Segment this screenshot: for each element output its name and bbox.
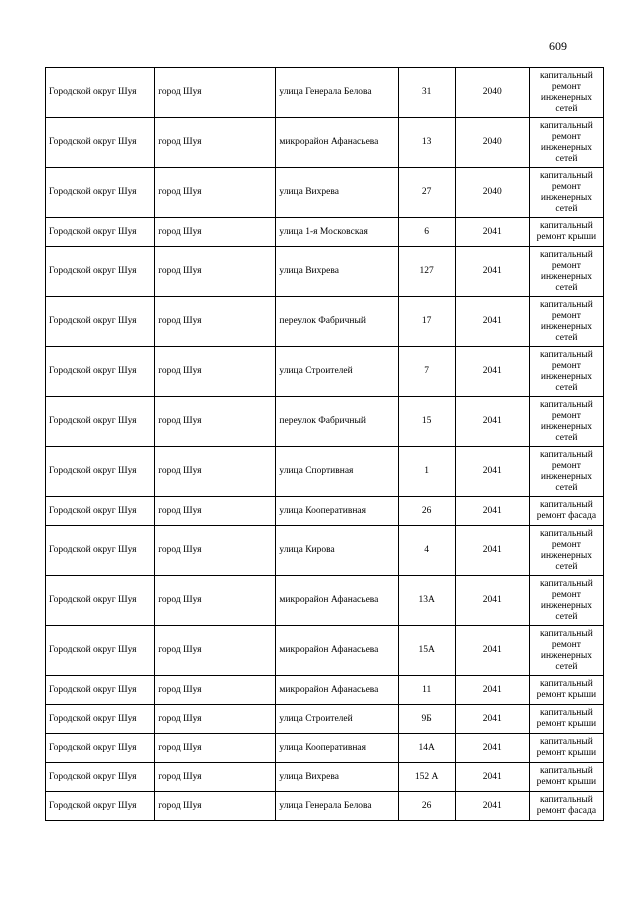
year-cell: 2041 xyxy=(455,397,529,447)
work-type-cell: капитальный ремонт инженерных сетей xyxy=(529,68,603,118)
table-row xyxy=(46,705,604,734)
street-cell: переулок Фабричный xyxy=(276,397,398,447)
street-cell: микрорайон Афанасьева xyxy=(276,676,398,705)
work-type-cell: капитальный ремонт инженерных сетей xyxy=(529,297,603,347)
district-cell: Городской округ Шуя xyxy=(46,218,155,247)
table-row xyxy=(46,347,604,397)
district-cell: Городской округ Шуя xyxy=(46,705,155,734)
town-cell: город Шуя xyxy=(155,218,276,247)
work-type-cell: капитальный ремонт фасада xyxy=(529,497,603,526)
town-cell: город Шуя xyxy=(155,68,276,118)
town-cell: город Шуя xyxy=(155,297,276,347)
house-number-cell: 27 xyxy=(398,168,455,218)
table-row xyxy=(46,792,604,821)
town-cell: город Шуя xyxy=(155,347,276,397)
street-cell: улица Кирова xyxy=(276,526,398,576)
work-type-cell: капитальный ремонт инженерных сетей xyxy=(529,526,603,576)
table-row xyxy=(46,526,604,576)
street-cell: улица Генерала Белова xyxy=(276,792,398,821)
street-cell: улица Строителей xyxy=(276,347,398,397)
house-number-cell: 9Б xyxy=(398,705,455,734)
district-cell: Городской округ Шуя xyxy=(46,447,155,497)
district-cell: Городской округ Шуя xyxy=(46,118,155,168)
year-cell: 2041 xyxy=(455,734,529,763)
street-cell: микрорайон Афанасьева xyxy=(276,118,398,168)
town-cell: город Шуя xyxy=(155,526,276,576)
work-type-cell: капитальный ремонт фасада xyxy=(529,792,603,821)
page-number: 609 xyxy=(549,39,567,53)
work-type-cell: капитальный ремонт инженерных сетей xyxy=(529,397,603,447)
table-row xyxy=(46,763,604,792)
year-cell: 2041 xyxy=(455,763,529,792)
table-row xyxy=(46,297,604,347)
district-cell: Городской округ Шуя xyxy=(46,792,155,821)
town-cell: город Шуя xyxy=(155,792,276,821)
district-cell: Городской округ Шуя xyxy=(46,68,155,118)
town-cell: город Шуя xyxy=(155,168,276,218)
work-type-cell: капитальный ремонт инженерных сетей xyxy=(529,576,603,626)
year-cell: 2041 xyxy=(455,297,529,347)
year-cell: 2041 xyxy=(455,497,529,526)
house-number-cell: 15 xyxy=(398,397,455,447)
year-cell: 2041 xyxy=(455,626,529,676)
district-cell: Городской округ Шуя xyxy=(46,497,155,526)
district-cell: Городской округ Шуя xyxy=(46,247,155,297)
work-type-cell: капитальный ремонт инженерных сетей xyxy=(529,347,603,397)
street-cell: улица 1-я Московская xyxy=(276,218,398,247)
street-cell: улица Вихрева xyxy=(276,763,398,792)
street-cell: микрорайон Афанасьева xyxy=(276,576,398,626)
year-cell: 2041 xyxy=(455,792,529,821)
street-cell: улица Строителей xyxy=(276,705,398,734)
house-number-cell: 31 xyxy=(398,68,455,118)
town-cell: город Шуя xyxy=(155,626,276,676)
district-cell: Городской округ Шуя xyxy=(46,297,155,347)
house-number-cell: 7 xyxy=(398,347,455,397)
year-cell: 2041 xyxy=(455,218,529,247)
district-cell: Городской округ Шуя xyxy=(46,526,155,576)
year-cell: 2040 xyxy=(455,168,529,218)
town-cell: город Шуя xyxy=(155,763,276,792)
district-cell: Городской округ Шуя xyxy=(46,576,155,626)
district-cell: Городской округ Шуя xyxy=(46,397,155,447)
year-cell: 2040 xyxy=(455,68,529,118)
town-cell: город Шуя xyxy=(155,118,276,168)
house-number-cell: 127 xyxy=(398,247,455,297)
house-number-cell: 13 xyxy=(398,118,455,168)
table-row xyxy=(46,168,604,218)
year-cell: 2041 xyxy=(455,705,529,734)
district-cell: Городской округ Шуя xyxy=(46,626,155,676)
street-cell: улица Генерала Белова xyxy=(276,68,398,118)
year-cell: 2041 xyxy=(455,676,529,705)
town-cell: город Шуя xyxy=(155,447,276,497)
district-cell: Городской округ Шуя xyxy=(46,763,155,792)
work-type-cell: капитальный ремонт крыши xyxy=(529,763,603,792)
year-cell: 2041 xyxy=(455,526,529,576)
table-row xyxy=(46,447,604,497)
year-cell: 2040 xyxy=(455,118,529,168)
table-row xyxy=(46,397,604,447)
table-row xyxy=(46,626,604,676)
house-number-cell: 15А xyxy=(398,626,455,676)
street-cell: микрорайон Афанасьева xyxy=(276,626,398,676)
house-number-cell: 13А xyxy=(398,576,455,626)
table-row xyxy=(46,247,604,297)
house-number-cell: 6 xyxy=(398,218,455,247)
town-cell: город Шуя xyxy=(155,247,276,297)
work-type-cell: капитальный ремонт инженерных сетей xyxy=(529,447,603,497)
table-row xyxy=(46,576,604,626)
district-cell: Городской округ Шуя xyxy=(46,676,155,705)
house-number-cell: 11 xyxy=(398,676,455,705)
house-number-cell: 17 xyxy=(398,297,455,347)
town-cell: город Шуя xyxy=(155,497,276,526)
town-cell: город Шуя xyxy=(155,576,276,626)
year-cell: 2041 xyxy=(455,576,529,626)
district-cell: Городской округ Шуя xyxy=(46,347,155,397)
town-cell: город Шуя xyxy=(155,734,276,763)
table-row xyxy=(46,218,604,247)
district-cell: Городской округ Шуя xyxy=(46,734,155,763)
house-number-cell: 1 xyxy=(398,447,455,497)
work-type-cell: капитальный ремонт крыши xyxy=(529,705,603,734)
house-number-cell: 14А xyxy=(398,734,455,763)
work-type-cell: капитальный ремонт крыши xyxy=(529,734,603,763)
town-cell: город Шуя xyxy=(155,705,276,734)
street-cell: улица Кооперативная xyxy=(276,497,398,526)
work-type-cell: капитальный ремонт инженерных сетей xyxy=(529,247,603,297)
table-row xyxy=(46,68,604,118)
town-cell: город Шуя xyxy=(155,676,276,705)
street-cell: улица Вихрева xyxy=(276,247,398,297)
table-row xyxy=(46,734,604,763)
work-type-cell: капитальный ремонт крыши xyxy=(529,676,603,705)
year-cell: 2041 xyxy=(455,347,529,397)
street-cell: улица Спортивная xyxy=(276,447,398,497)
work-type-cell: капитальный ремонт инженерных сетей xyxy=(529,626,603,676)
district-cell: Городской округ Шуя xyxy=(46,168,155,218)
house-number-cell: 26 xyxy=(398,497,455,526)
street-cell: переулок Фабричный xyxy=(276,297,398,347)
repair-schedule-table xyxy=(45,67,604,821)
house-number-cell: 4 xyxy=(398,526,455,576)
work-type-cell: капитальный ремонт крыши xyxy=(529,218,603,247)
table-row xyxy=(46,497,604,526)
town-cell: город Шуя xyxy=(155,397,276,447)
year-cell: 2041 xyxy=(455,447,529,497)
house-number-cell: 26 xyxy=(398,792,455,821)
work-type-cell: капитальный ремонт инженерных сетей xyxy=(529,118,603,168)
year-cell: 2041 xyxy=(455,247,529,297)
house-number-cell: 152 А xyxy=(398,763,455,792)
table-row xyxy=(46,676,604,705)
work-type-cell: капитальный ремонт инженерных сетей xyxy=(529,168,603,218)
street-cell: улица Кооперативная xyxy=(276,734,398,763)
table-row xyxy=(46,118,604,168)
street-cell: улица Вихрева xyxy=(276,168,398,218)
